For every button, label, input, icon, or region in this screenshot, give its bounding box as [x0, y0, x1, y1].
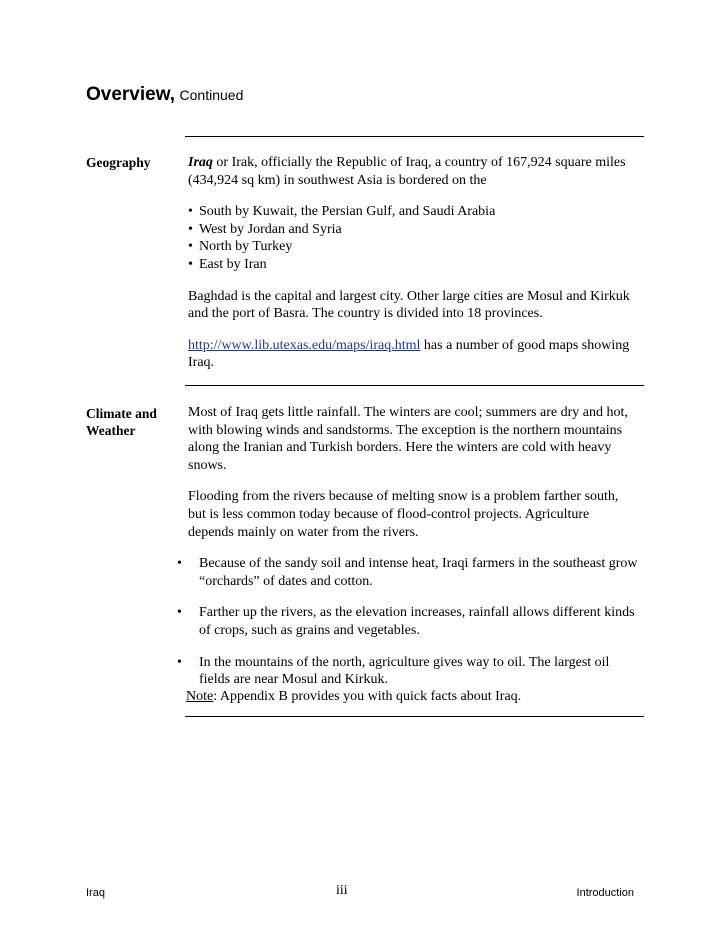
list-item: • Because of the sandy soil and intense heat, Iraqi farmers in the southeast grow “orchards” of dates and cotton. — [177, 556, 638, 589]
climate-paragraph-1: Most of Iraq gets little rainfall. The winters are cool; summers are dry and hot, with blowing winds and sandstorms. The exception is the northern mountains along the Iranian and Turkish borders. Here the winters are cold with heavy snows. — [188, 405, 628, 473]
page-number: iii — [336, 883, 348, 898]
iraq-name: Iraq — [188, 155, 213, 170]
list-item: • West by Jordan and Syria — [188, 221, 342, 237]
list-item: • Farther up the rivers, as the elevation increases, rainfall allows different kinds of crops, such as grains and vegetables. — [177, 605, 635, 638]
borders-list — [188, 203, 638, 273]
list-item: • North by Turkey — [188, 239, 293, 255]
cities-paragraph: Baghdad is the capital and largest city. Other large cities are Mosul and Kirkuk and the port of Basra. The country is divided into 18 provinces. — [188, 288, 630, 322]
note-line — [186, 688, 636, 706]
list-item: • East by Iran — [188, 256, 267, 272]
geography-label: Geography — [86, 155, 151, 170]
geography-section — [188, 154, 638, 372]
climate-paragraph-2: Flooding from the rivers because of melting snow is a problem farther south, but is less common today because of flood-control projects. Agriculture depends mainly on water from the rivers. — [188, 489, 619, 540]
bullet-icon: • — [188, 204, 193, 220]
maps-link[interactable]: http://www.lib.utexas.edu/maps/iraq.html — [188, 337, 421, 353]
maps-paragraph — [188, 337, 638, 372]
heading-title: Overview, — [86, 84, 176, 105]
climate-label-line1: Climate and — [86, 406, 157, 421]
list-item: • South by Kuwait, the Persian Gulf, and Saudi Arabia — [188, 204, 496, 220]
bullet-icon: • — [188, 221, 193, 237]
section-divider — [185, 136, 644, 137]
note-label: Note — [186, 689, 214, 704]
climate-label — [86, 405, 181, 439]
section-divider — [185, 385, 644, 386]
bullet-icon: • — [177, 556, 182, 572]
list-item: • In the mountains of the north, agriculture gives way to oil. The largest oil fields are near Mosul and Kirkuk. — [177, 654, 610, 688]
note-text: : Appendix B provides you with quick facts about Iraq. — [213, 689, 522, 704]
climate-label-line2: Weather — [86, 423, 136, 438]
climate-section — [177, 404, 638, 689]
heading-subtitle: Continued — [179, 87, 244, 103]
bullet-icon: • — [188, 256, 193, 272]
footer-left: Iraq — [86, 887, 105, 899]
maps-text: has a number of good maps showing Iraq. — [188, 337, 630, 371]
section-divider — [185, 716, 644, 717]
geography-intro-text: or Irak, officially the Republic of Iraq, a country of 167,924 square miles (434,924 sq km) in southwest Asia is bordered on the — [188, 155, 626, 188]
geography-intro — [188, 154, 638, 189]
page-heading — [86, 84, 243, 106]
bullet-icon: • — [177, 654, 182, 670]
bullet-icon: • — [177, 605, 182, 621]
bullet-icon: • — [188, 239, 193, 255]
footer-right: Introduction — [576, 887, 634, 899]
